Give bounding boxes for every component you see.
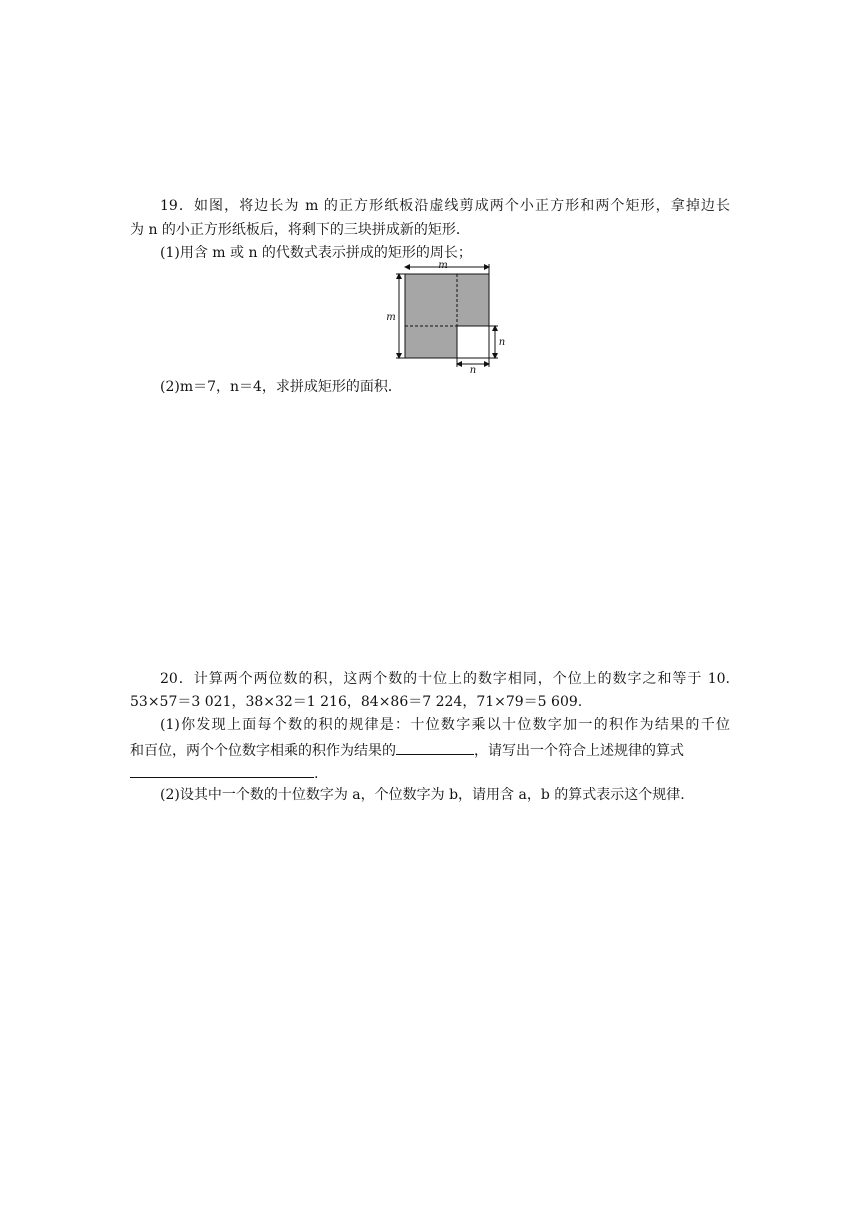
label-bottom-n: n (469, 365, 477, 374)
q20-line-2: 53×57＝3 021，38×32＝1 216，84×86＝7 224，71×79＝5 609. (130, 694, 583, 710)
label-right-n: n (498, 337, 506, 348)
label-top-m: m (438, 262, 448, 271)
q19-part-1: (1)用含 m 或 n 的代数式表示拼成的矩形的周长； (160, 245, 472, 261)
answer-blank-1[interactable] (396, 740, 474, 755)
q19-line-2: 为 n 的小正方形纸板后，将剩下的三块拼成新的矩形． (130, 222, 470, 238)
q20-part-1-line-2 (130, 740, 730, 760)
q20-part-1-line-1: (1)你发现上面每个数的积的规律是：十位数字乘以十位数字加一的积作为结果的千位 (160, 717, 730, 733)
q20-part-2: (2)设其中一个数的十位数字为 a，个位数字为 b，请用含 a，b 的算式表示这个规律. (160, 787, 685, 803)
answer-blank-2[interactable] (130, 763, 314, 778)
q20-part-1-line-3 (130, 763, 730, 783)
q19-line-1: 19．如图，将边长为 m 的正方形纸板沿虚线剪成两个小正方形和两个矩形，拿掉边长 (160, 198, 730, 214)
q20-part-1-line-2-end: ，请写出一个符合上述规律的算式 (474, 743, 684, 759)
removed-small-square (457, 326, 489, 358)
label-left-m: m (386, 312, 396, 323)
q20-part-1-line-3-end: . (314, 766, 319, 782)
q20-part-1-line-2-start: 和百位，两个个位数字相乘的积作为结果的 (130, 743, 396, 759)
q19-part-2: (2)m＝7，n＝4，求拼成矩形的面积． (160, 379, 402, 395)
q20-line-1: 20．计算两个两位数的积，这两个数的十位上的数字相同，个位上的数字之和等于 10. (160, 671, 730, 687)
square-cut-figure (385, 262, 510, 374)
